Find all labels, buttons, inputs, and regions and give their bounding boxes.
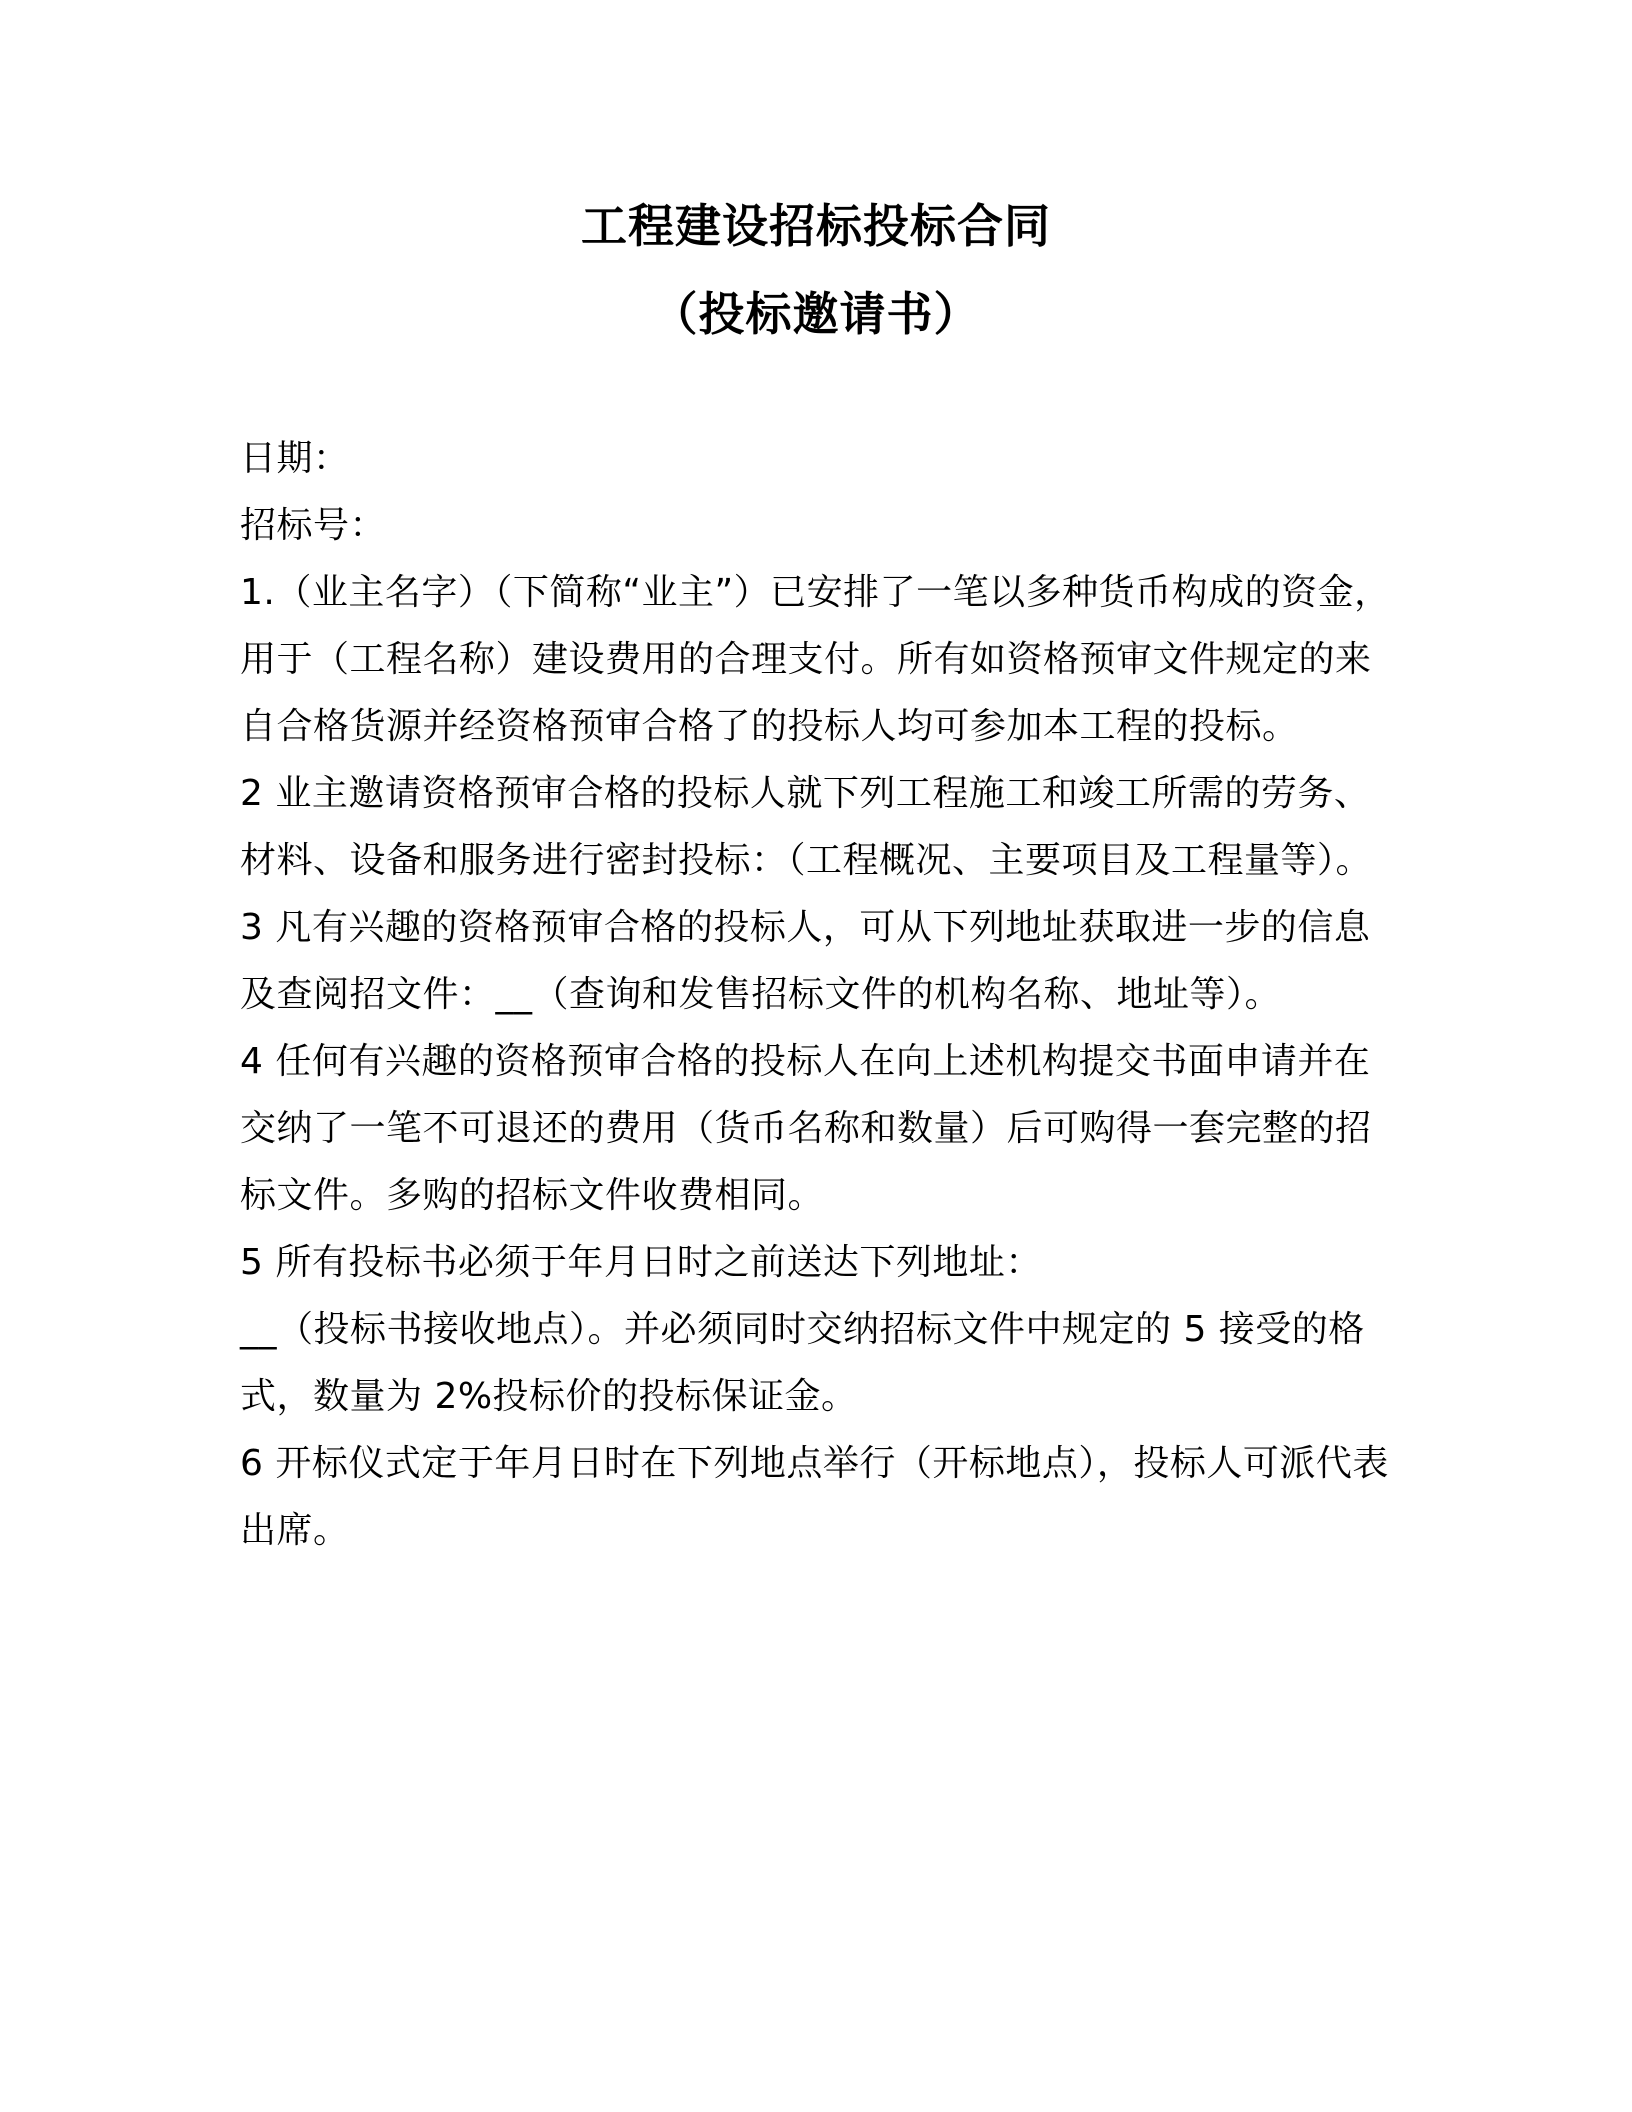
paragraph-2-line-1: 2 业主邀请资格预审合格的投标人就下列工程施工和竣工所需的劳务、 [240,773,1371,814]
paragraph-6-line-2: 出席。 [240,1510,350,1551]
document-subtitle: （投标邀请书） [651,287,981,341]
document-title: 工程建设招标投标合同 [581,199,1051,253]
paragraph-3-line-2: 及查阅招文件：__（查询和发售招标文件的机构名称、地址等）。 [240,974,1282,1015]
document-body [240,425,1390,1564]
paragraph-3-line-1: 3 凡有兴趣的资格预审合格的投标人，可从下列地址获取进一步的信息 [240,907,1371,948]
paragraph-4-line-2: 交纳了一笔不可退还的费用（货币名称和数量）后可购得一套完整的招 [240,1108,1372,1149]
paragraph-5-line-2: __（投标书接收地点）。并必须同时交纳招标文件中规定的 5 接受的格 [240,1309,1365,1350]
paragraph-5-line-1: 5 所有投标书必须于年月日时之前送达下列地址： [240,1242,1042,1283]
paragraph-1-line-3: 自合格货源并经资格预审合格了的投标人均可参加本工程的投标。 [240,706,1299,747]
paragraph-1-line-1: 1.（业主名字）（下简称“业主”）已安排了一笔以多种货币构成的资金， [240,572,1391,613]
paragraph-4-line-1: 4 任何有兴趣的资格预审合格的投标人在向上述机构提交书面申请并在 [240,1041,1371,1082]
date-line: 日期： [240,438,350,479]
tender-number-line: 招标号： [240,505,387,546]
paragraph-2-line-2: 材料、设备和服务进行密封投标：（工程概况、主要项目及工程量等）。 [240,840,1373,881]
paragraph-4-line-3: 标文件。多购的招标文件收费相同。 [240,1175,825,1216]
paragraph-5-line-3: 式，数量为 2%投标价的投标保证金。 [240,1376,858,1417]
paragraph-6-line-1: 6 开标仪式定于年月日时在下列地点举行（开标地点），投标人可派代表 [240,1443,1389,1484]
paragraph-1-line-2: 用于（工程名称）建设费用的合理支付。所有如资格预审文件规定的来 [240,639,1372,680]
